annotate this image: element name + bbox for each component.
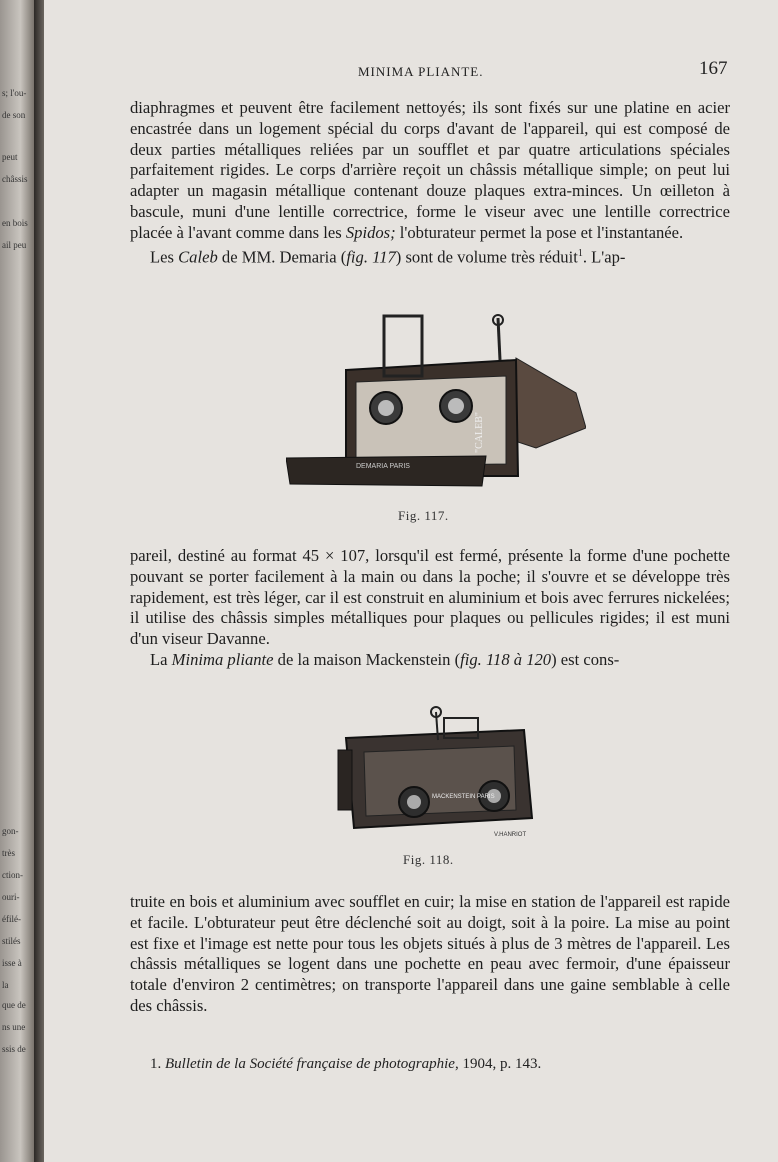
left-page-fragment: stilés: [2, 936, 21, 946]
paragraph: [130, 892, 730, 1017]
figure-118-minima-camera: [334, 700, 544, 842]
maker-mark: DEMARIA PARIS: [356, 463, 410, 470]
left-page-fragment: châssis: [2, 174, 28, 184]
footnote: [150, 1056, 541, 1073]
book-page: [44, 0, 778, 1162]
left-page-fragment: isse à: [2, 958, 22, 968]
italic-term: Minima pliante: [171, 649, 274, 669]
figure-caption: Fig. 117.: [398, 508, 449, 523]
running-head: MINIMA PLIANTE.: [358, 64, 484, 79]
text-block-bottom: [130, 892, 730, 1017]
figure-117-caleb-camera: [286, 308, 586, 498]
figure-reference: fig. 117: [346, 247, 396, 267]
left-page-fragment: de son: [2, 110, 26, 120]
paragraph-text: ) sont de volume très réduit: [395, 247, 578, 267]
footnote-title: Bulletin de la Société française de photographie: [165, 1056, 455, 1072]
paragraph-text: l'obturateur permet la pose et l'instantanée.: [395, 222, 684, 242]
camera-label: MACKENSTEIN PARIS: [432, 794, 495, 800]
paragraph-text: pareil, destiné au format 45 × 107, lorsqu'il est fermé, présente la forme d'une pochette pouvant se porter facilement à la main ou dans la poche; il s'ouvre et se développe très rapidement, est très léger, car il est construit en aluminium et bois avec ferrures nickelées; il utilise des châssis simples métalliques pour plaques ou pellicules rigides; il est muni d'un viseur Davanne.: [130, 546, 730, 649]
left-page-edge: [0, 0, 34, 1162]
paragraph-text: La: [150, 649, 172, 669]
footnote-text: , 1904, p. 143.: [454, 1056, 542, 1072]
paragraph-text: truite en bois et aluminium avec soufflet en cuir; la mise en station de l'appareil est rapide et facile. L'obturateur peut être déclenché soit au doigt, soit à la poire. La mise au point est fixe et l'image est nette pour tous les objets situés à plus de 3 mètres de l'appareil. Les châssis métalliques se logent dans une pochette en peau avec fermoir, d'une épaisseur totale d'environ 2 centimètres; on transporte l'appareil dans une gaine semblable à celle des châssis.: [130, 892, 730, 1015]
left-page-fragment: ns une: [2, 1022, 26, 1032]
camera-label: "CALEB": [474, 412, 485, 453]
text-block-middle: [130, 546, 730, 671]
engraver-mark: V.HANRIOT: [494, 832, 527, 838]
footnote-number: 1.: [150, 1056, 165, 1072]
left-page-fragment: ction-: [2, 870, 23, 880]
paragraph-text: de MM. Demaria (: [217, 247, 347, 267]
figure-reference: fig. 118 à 120: [460, 649, 552, 669]
left-page-fragment: gon-: [2, 826, 19, 836]
paragraph-text: ) est cons-: [551, 649, 620, 669]
left-page-fragment: ail peu: [2, 240, 27, 250]
book-gutter: [34, 0, 44, 1162]
left-page-fragment: peut: [2, 152, 18, 162]
paragraph-text: Les: [150, 247, 179, 267]
paragraph-text: de la maison Mackenstein (: [273, 649, 461, 669]
left-page-fragment: éfilé-: [2, 914, 21, 924]
left-page-fragment: que de: [2, 1000, 26, 1010]
left-page-fragment: ouri-: [2, 892, 20, 902]
paragraph: [130, 650, 730, 671]
paragraph-text: . L'ap-: [582, 247, 626, 267]
footnote-marker: 1: [577, 247, 583, 259]
left-page-fragment: en bois: [2, 218, 28, 228]
paragraph: [130, 98, 730, 244]
figure-caption: Fig. 118.: [403, 852, 454, 867]
left-page-fragment: très: [2, 848, 15, 858]
italic-term: Caleb: [178, 247, 218, 267]
italic-term: Spidos;: [345, 222, 396, 242]
left-page-fragment: la: [2, 980, 9, 990]
paragraph-text: diaphragmes et peuvent être facilement nettoyés; ils sont fixés sur une platine en acier encastrée dans un logement spécial du corps d'avant de l'appareil, qui est composé de deux parties métalliques reliées par un soufflet et par quatre articulations spéciales parfaitement rigides. Le corps d'arrière reçoit un châssis métallique simple; on peut lui adapter un magasin métallique contenant douze plaques extra-minces. Un œilleton à bascule, muni d'une lentille correctrice, forme le viseur avec une lentille correctrice placée à l'avant comme dans les: [130, 98, 730, 242]
paragraph: [130, 546, 730, 650]
left-page-fragment: s; l'ou-: [2, 88, 27, 98]
text-block-top: [130, 98, 730, 268]
page-number: 167: [699, 58, 728, 79]
left-page-fragment: ssis de: [2, 1044, 26, 1054]
paragraph: [130, 244, 730, 268]
